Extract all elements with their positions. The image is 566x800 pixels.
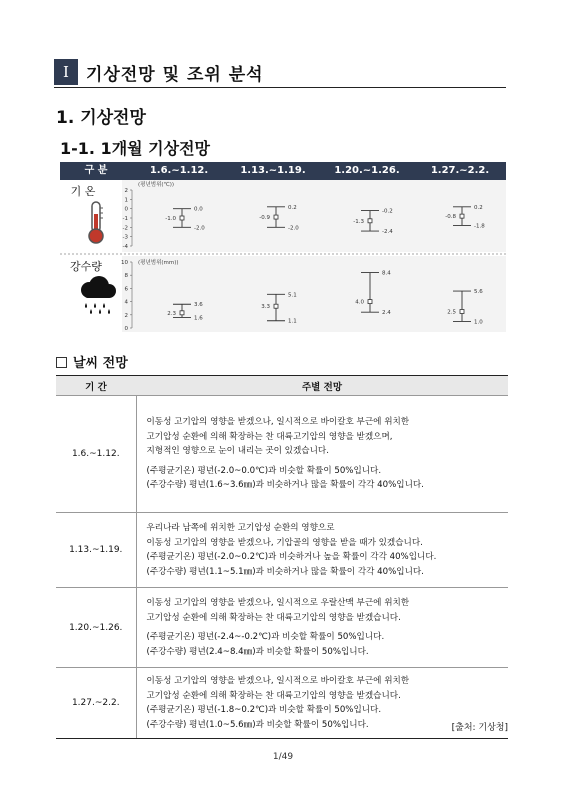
- thermometer-icon: [84, 200, 108, 246]
- weather-outlook-heading: 날씨 전망: [56, 352, 128, 371]
- period-header: 1.20.~1.26.: [334, 165, 400, 176]
- table-row: [56, 396, 508, 513]
- data-label-low: 1.1: [288, 318, 297, 325]
- period-header: 1.6.~1.12.: [149, 165, 209, 176]
- section-header: [54, 56, 506, 88]
- forecast-panel: [60, 180, 506, 332]
- source-note: [출처: 기상청]: [451, 723, 508, 733]
- heading-monthly-outlook: 1-1. 1개월 기상전망: [60, 139, 210, 158]
- data-label-high: 8.4: [382, 270, 391, 277]
- row-period: 1.13.~1.19.: [56, 513, 136, 588]
- temperature-label: 기 온: [70, 185, 96, 198]
- temp-probability: (주평균기온) 평년(-1.8~0.2℃)과 비슷할 확률이 50%입니다.: [146, 705, 382, 715]
- data-label-low: -1.8: [474, 223, 485, 230]
- checkbox-square-icon: [56, 357, 67, 368]
- tick-label: 0: [124, 326, 128, 332]
- data-label-mid: -0.9: [259, 215, 270, 222]
- row-outlook: 이동성 고기압의 영향을 받겠으나, 일시적으로 바이칼호 부근에 위치한 고기압성 순환에 의해 확장하는 찬 대륙고기압의 영향을 받겠습니다. (주평균기온) 평년(-1.8~0.2℃)과 비슷할 확률이 50%입니다. (주강수량) 평년(1.0~5.6㎜)과 비슷할 확률이 50%입니다.: [136, 668, 508, 739]
- tick-label: 2: [124, 188, 128, 194]
- median-point: [180, 311, 184, 315]
- table-row: [56, 588, 508, 668]
- weekly-outlook-table: [56, 375, 508, 739]
- page-number: 1/49: [272, 752, 294, 762]
- precipitation-axis-title: (평년범위(mm)): [138, 260, 179, 266]
- data-label-high: 5.1: [288, 292, 297, 299]
- data-label-high: 0.0: [194, 206, 203, 213]
- precip-probability: (주강수량) 평년(1.0~5.6㎜)과 비슷할 확률이 50%입니다.: [146, 719, 369, 730]
- temp-probability: (주평균기온) 평년(-2.0~0.2℃)과 비슷하거나 높을 확률이 각각 40%입니다.: [146, 552, 437, 562]
- data-label-mid: 3.3: [261, 304, 270, 311]
- table-row: [56, 668, 508, 739]
- forecast-charts: [122, 180, 506, 332]
- data-label-mid: -1.3: [353, 218, 364, 225]
- tick-label: 6: [124, 286, 128, 293]
- row-period: 1.20.~1.26.: [56, 588, 136, 668]
- precip-probability: (주강수량) 평년(2.4~8.4㎜)과 비슷할 확률이 50%입니다.: [146, 646, 369, 657]
- tick-label: 10: [121, 260, 128, 266]
- data-label-low: 1.6: [194, 315, 203, 322]
- data-label-high: 5.6: [474, 289, 483, 296]
- temp-probability: (주평균기온) 평년(-2.0~0.0℃)과 비슷할 확률이 50%입니다.: [146, 465, 382, 476]
- data-label-high: 0.2: [288, 204, 297, 211]
- tick-label: 0: [124, 206, 128, 213]
- period-header: 1.13.~1.19.: [240, 165, 306, 176]
- data-label-low: -2.4: [382, 229, 393, 236]
- tick-label: 2: [124, 312, 128, 319]
- row-period: 1.6.~1.12.: [56, 396, 136, 513]
- tick-label: 1: [124, 197, 128, 204]
- data-label-low: 2.4: [382, 310, 391, 317]
- table-row: [56, 513, 508, 588]
- section-title: 기상전망 및 조위 분석: [86, 65, 264, 85]
- table-header-row: [56, 376, 508, 396]
- data-label-low: -2.0: [288, 225, 299, 232]
- median-point: [368, 219, 372, 223]
- median-point: [368, 300, 372, 304]
- precipitation-plot-bg: [122, 256, 506, 332]
- row-outlook: 이동성 고기압의 영향을 받겠으나, 일시적으로 우랄산맥 부근에 위치한 고기압성 순환에 의해 확장하는 찬 대륙고기압의 영향을 받겠습니다. (주평균기온) 평년(-2.4~-0.2℃)과 비슷할 확률이 50%입니다. (주강수량) 평년(2.4~8.4㎜)과 비슷할 확률이 50%입니다.: [136, 588, 508, 668]
- temperature-axis-title: (평년범위(℃)): [138, 182, 175, 188]
- median-point: [460, 310, 464, 314]
- forecast-header-label: 구 분: [84, 165, 108, 176]
- heading-weather-outlook: 1. 기상전망: [56, 108, 146, 128]
- data-label-high: 0.2: [474, 204, 483, 211]
- period-header: 1.27.~2.2.: [430, 165, 490, 176]
- data-label-mid: -0.8: [445, 214, 456, 221]
- tick-label: -3: [122, 234, 128, 241]
- data-label-low: 1.0: [474, 319, 483, 326]
- data-label-high: 3.6: [194, 302, 203, 309]
- row-outlook: 이동성 고기압의 영향을 받겠으나, 일시적으로 바이칼호 부근에 위치한 고기압성 순환에 의해 확장하는 찬 대륙고기압의 영향을 받겠으며, 지형적인 영향으로 눈이 내리는 곳이 있겠습니다. (주평균기온) 평년(-2.0~0.0℃)과 비슷할 확률이 50%입니다. (주강수량) 평년(1.6~3.6㎜)과 비슷하거나 많을 확률이 각각 40%입니다.: [136, 396, 508, 513]
- temp-probability: (주평균기온) 평년(-2.4~-0.2℃)과 비슷할 확률이 50%입니다.: [146, 632, 385, 642]
- precip-probability: (주강수량) 평년(1.1~5.1㎜)과 비슷하거나 많을 확률이 각각 40%입니다.: [146, 566, 424, 577]
- tick-label: -4: [122, 244, 128, 250]
- median-point: [180, 216, 184, 220]
- tick-label: 4: [124, 299, 128, 306]
- data-label-mid: -1.0: [165, 216, 176, 222]
- col-outlook: 주별 전망: [136, 376, 508, 396]
- data-label-low: -2.0: [194, 225, 205, 232]
- rain-cloud-icon: [76, 276, 120, 316]
- precip-probability: (주강수량) 평년(1.6~3.6㎜)과 비슷하거나 많을 확률이 각각 40%입니다.: [146, 480, 424, 491]
- precipitation-label: 강수량: [70, 260, 102, 273]
- data-label-mid: 2.3: [167, 310, 176, 317]
- data-label-high: -0.2: [382, 208, 393, 215]
- col-period: 기 간: [56, 376, 136, 396]
- forecast-header: [60, 162, 506, 180]
- section-number: Ⅰ: [54, 59, 78, 85]
- median-point: [460, 214, 464, 218]
- tick-label: -1: [122, 216, 128, 222]
- tick-label: 8: [124, 273, 128, 280]
- data-label-mid: 2.5: [447, 309, 456, 316]
- row-outlook: 우리나라 남쪽에 위치한 고기압성 순환의 영향으로 이동성 고기압의 영향을 받겠으나, 기압골의 영향을 받을 때가 있겠습니다. (주평균기온) 평년(-2.0~0.2℃)과 비슷하거나 높을 확률이 각각 40%입니다. (주강수량) 평년(1.1~5.1㎜)과 비슷하거나 많을 확률이 각각 40%입니다.: [136, 513, 508, 588]
- median-point: [274, 215, 278, 219]
- median-point: [274, 304, 278, 308]
- tick-label: -2: [122, 225, 128, 232]
- row-period: 1.27.~2.2.: [56, 668, 136, 739]
- data-label-mid: 4.0: [355, 299, 364, 306]
